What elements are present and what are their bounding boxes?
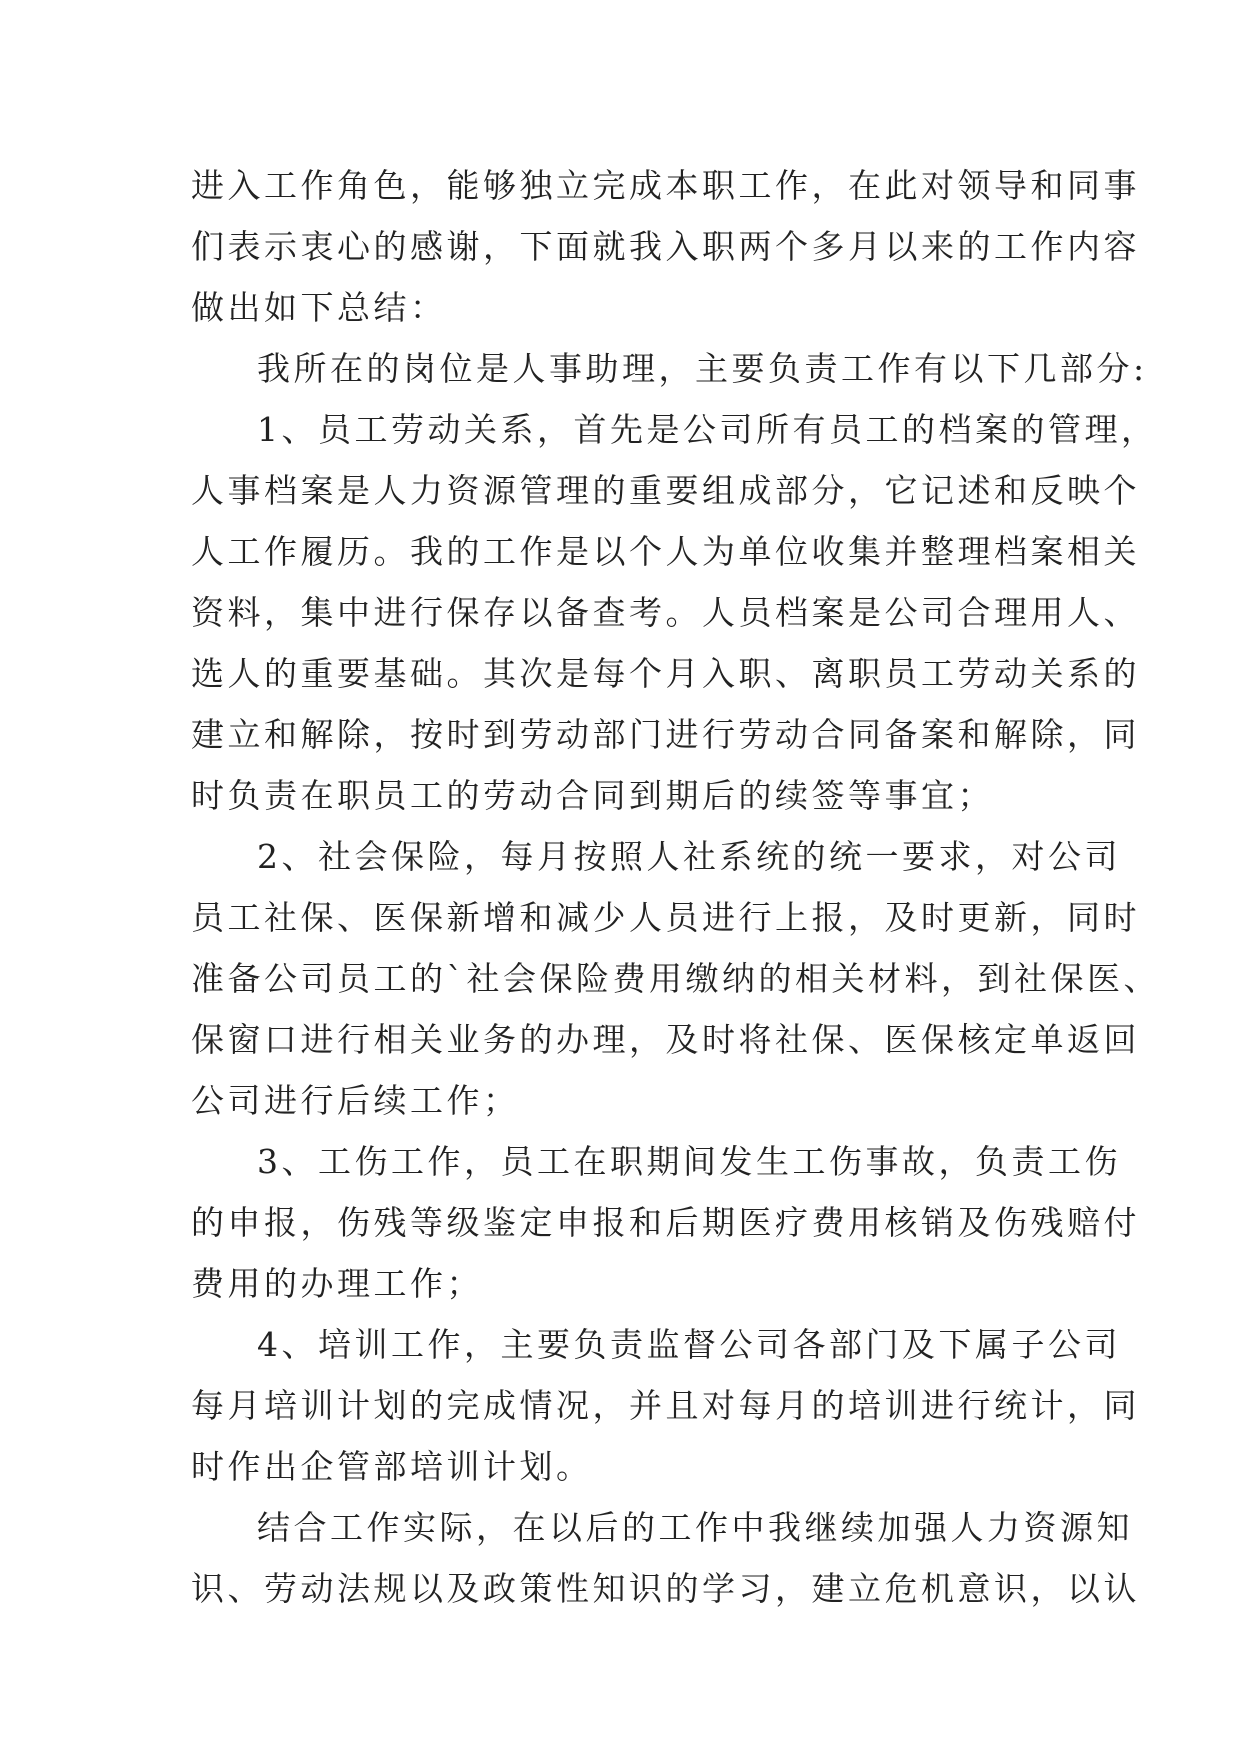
text-line: 每月培训计划的完成情况，并且对每月的培训进行统计，同	[191, 1386, 1140, 1425]
text-line: 选人的重要基础。其次是每个月入职、离职员工劳动关系的	[191, 654, 1140, 693]
text-line: 我所在的岗位是人事助理，主要负责工作有以下几部分:	[257, 349, 1148, 388]
text-line: 做出如下总结：	[191, 288, 447, 327]
text-line: 时负责在职员工的劳动合同到期后的续签等事宜；	[191, 776, 994, 815]
text-line: 费用的办理工作；	[191, 1264, 483, 1303]
text-line: 的申报，伤残等级鉴定申报和后期医疗费用核销及伤残赔付	[191, 1203, 1140, 1242]
text-line: 时作出企管部培训计划。	[191, 1447, 593, 1486]
text-line: 资料，集中进行保存以备查考。人员档案是公司合理用人、	[191, 593, 1140, 632]
text-line: 3、工伤工作，员工在职期间发生工伤事故，负责工伤	[257, 1142, 1121, 1181]
text-line: 人工作履历。我的工作是以个人为单位收集并整理档案相关	[191, 532, 1140, 571]
text-line: 保窗口进行相关业务的办理，及时将社保、医保核定单返回	[191, 1020, 1140, 1059]
text-line: 人事档案是人力资源管理的重要组成部分，它记述和反映个	[191, 471, 1140, 510]
text-line: 建立和解除，按时到劳动部门进行劳动合同备案和解除，同	[191, 715, 1140, 754]
text-line: 1、员工劳动关系，首先是公司所有员工的档案的管理，	[257, 410, 1158, 449]
document-body	[191, 155, 1160, 1619]
text-line: 进入工作角色，能够独立完成本职工作，在此对领导和同事	[191, 166, 1140, 205]
text-line: 们表示衷心的感谢，下面就我入职两个多月以来的工作内容	[191, 227, 1140, 266]
text-line: 结合工作实际，在以后的工作中我继续加强人力资源知	[257, 1508, 1133, 1547]
text-line: 2、社会保险，每月按照人社系统的统一要求，对公司	[257, 837, 1121, 876]
text-line: 识、劳动法规以及政策性知识的学习，建立危机意识，以认	[191, 1569, 1140, 1608]
text-line: 员工社保、医保新增和减少人员进行上报，及时更新，同时	[191, 898, 1140, 937]
text-line: 4、培训工作，主要负责监督公司各部门及下属子公司	[257, 1325, 1121, 1364]
text-line: 公司进行后续工作；	[191, 1081, 520, 1120]
text-line: 准备公司员工的`社会保险费用缴纳的相关材料，到社保医、	[191, 959, 1160, 998]
